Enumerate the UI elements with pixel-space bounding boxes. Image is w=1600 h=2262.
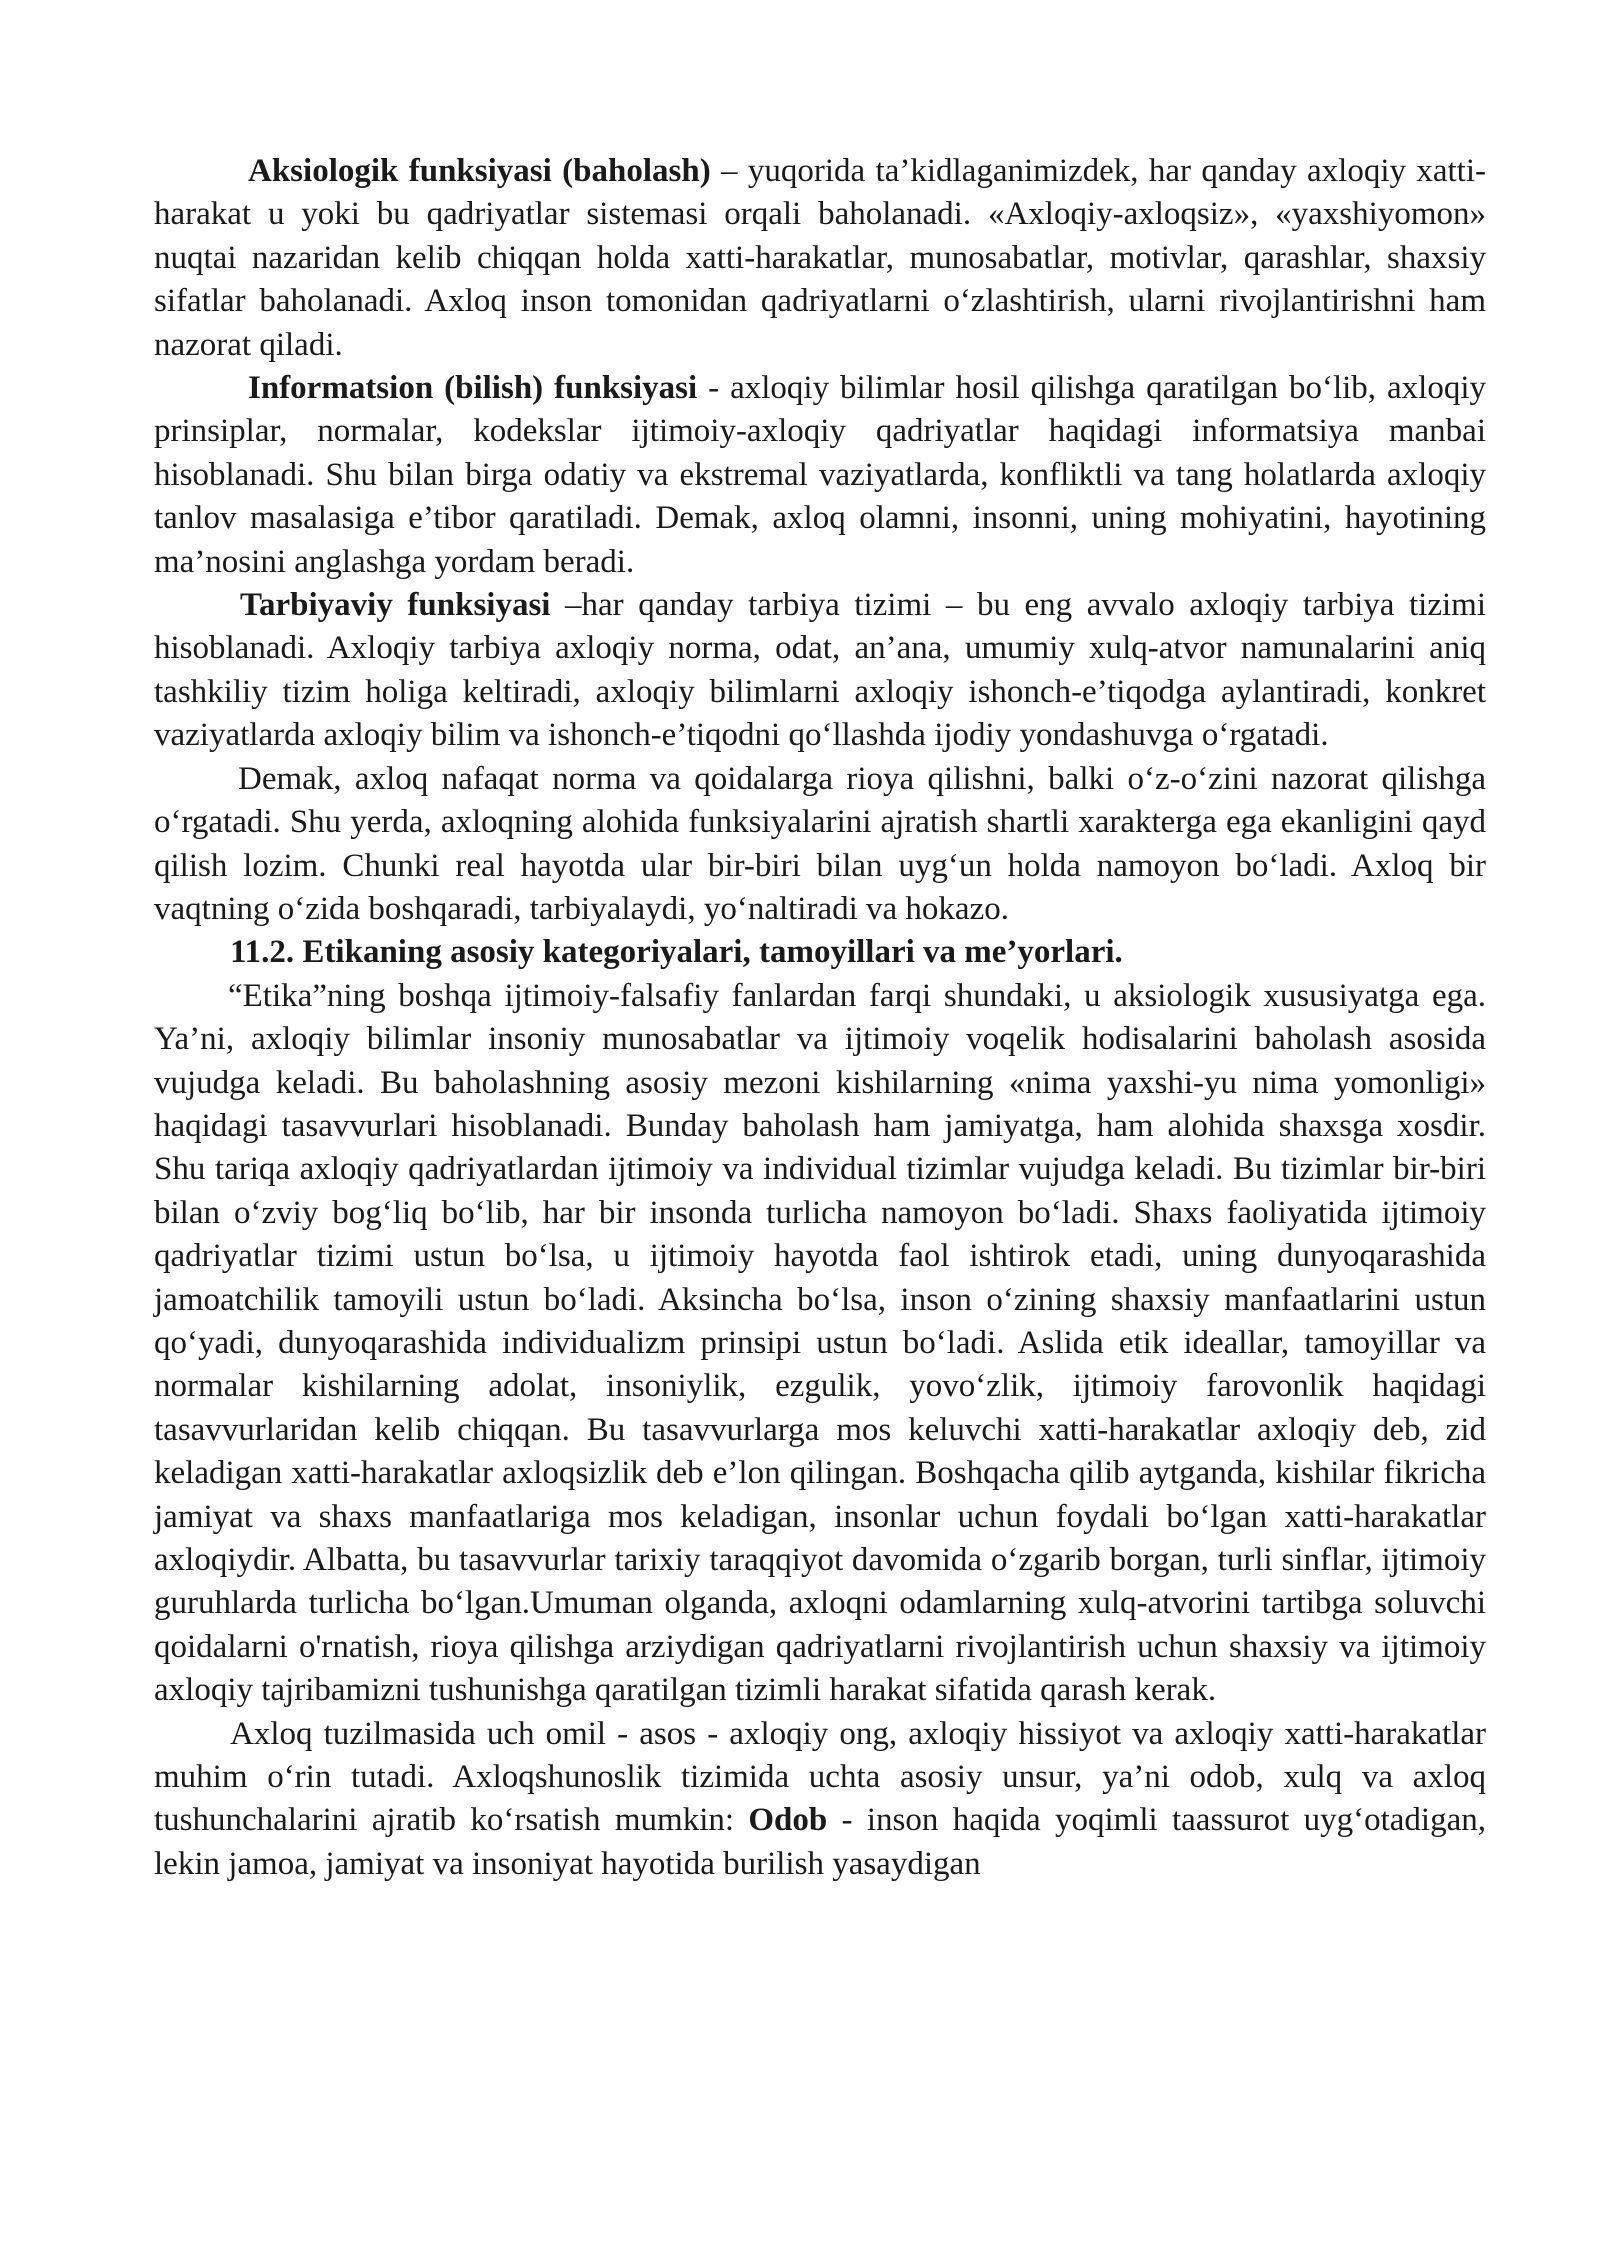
document-page — [154, 150, 1486, 1886]
paragraph-text: – yuqorida ta’kidlaganimizdek, har qanday axloqiy xatti-harakat u yoki bu qadriyatlar sistemasi orqali baholanadi. «Axloqiy-axloqsiz», «yaxshiyomon» nuqtai nazaridan kelib chiqqan holda xatti-harakatlar, munosabatlar, motivlar, qarashlar, shaxsiy sifatlar baholanadi. Axloq inson tomonidan qadriyatlarni o‘zlashtirish, ularni rivojlantirishni ham nazorat qiladi. — [154, 153, 1486, 363]
term-tarbiyaviy: Tarbiyaviy funksiyasi — [240, 587, 551, 624]
paragraph-text: –har qanday tarbiya tizimi – bu eng avvalo axloqiy tarbiya tizimi hisoblanadi. Axloqiy tarbiya axloqiy norma, odat, an’ana, umumiy xulq-atvor namunalarini aniq tashkiliy tizim holiga keltiradi, axloqiy bilimlarni axloqiy ishonch-e’tiqodga aylantiradi, konkret vaziyatlarda axloqiy bilim va ishonch-e’tiqodni qo‘llashda ijodiy yondashuvga o‘rgatadi. — [154, 587, 1486, 754]
paragraph-text: “Etika”ning boshqa ijtimoiy-falsafiy fanlardan farqi shundaki, u aksiologik xususiyatga ega. Ya’ni, axloqiy bilimlar insoniy munosabatlar va ijtimoiy voqelik hodisalarini baholash asosida vujudga keladi. Bu baholashning asosiy mezoni kishilarning «nima yaxshi-yu nima yomonligi» haqidagi tasavvurlari hisoblanadi. Bunday baholash ham jamiyatga, ham alohida shaxsga xosdir. Shu tariqa axloqiy qadriyatlardan ijtimoiy va individual tizimlar vujudga keladi. Bu tizimlar bir-biri bilan o‘zviy bog‘liq bo‘lib, har bir insonda turlicha namoyon bo‘ladi. Shaxs faoliyatida ijtimoiy qadriyatlar tizimi ustun bo‘lsa, u ijtimoiy hayotda faol ishtirok etadi, uning dunyoqarashida jamoatchilik tamoyili ustun bo‘ladi. Aksincha bo‘lsa, inson o‘zining shaxsiy manfaatlarini ustun qo‘yadi, dunyoqarashida individualizm prinsipi ustun bo‘ladi. Aslida etik ideallar, tamoyillar va normalar kishilarning adolat, insoniylik, ezgulik, yovo‘zlik, ijtimoiy farovonlik haqidagi tasavvurlaridan kelib chiqqan. Bu tasavvurlarga mos keluvchi xatti-harakatlar axloqiy deb, zid keladigan xatti-harakatlar axloqsizlik deb e’lon qilingan. Boshqacha qilib aytganda, kishilar fikricha jamiyat va shaxs manfaatlariga mos keladigan, insonlar uchun foydali bo‘lgan xatti-harakatlar axloqiydir. Albatta, bu tasavvurlar tarixiy taraqqiyot davomida o‘zgarib borgan, turli sinflar, ijtimoiy guruhlarda turlicha bo‘lgan.Umuman olganda, axloqni odamlarning xulq-atvorini tartibga soluvchi qoidalarni o'rnatish, rioya qilishga arziydigan qadriyatlarni rivojlantirish uchun shaxsiy va ijtimoiy axloqiy tajribamizni tushunishga qaratilgan tizimli harakat sifatida qarash kerak. — [154, 977, 1486, 1709]
paragraph-aksiologik — [154, 150, 1486, 367]
paragraph-tarbiyaviy — [154, 584, 1486, 758]
paragraph-text: Demak, axloq nafaqat norma va qoidalarga rioya qilishni, balki o‘z-o‘zini nazorat qilishga o‘rgatadi. Shu yerda, axloqning alohida funksiyalarini ajratish shartli xarakterga ega ekanligini qayd qilish lozim. Chunki real hayotda ular bir-biri bilan uyg‘un holda namoyon bo‘ladi. Axloq bir vaqtning o‘zida boshqaradi, tarbiyalaydi, yo‘naltiradi va hokazo. — [154, 760, 1486, 927]
paragraph-text: - axloqiy bilimlar hosil qilishga qaratilgan bo‘lib, axloqiy prinsiplar, normalar, kodekslar ijtimoiy-axloqiy qadriyatlar haqidagi informatsiya manbai hisoblanadi. Shu bilan birga odatiy va ekstremal vaziyatlarda, konfliktli va tang holatlarda axloqiy tanlov masalasiga e’tibor qaratiladi. Demak, axloq olamni, insonni, uning mohiyatini, hayotining ma’nosini anglashga yordam beradi. — [154, 370, 1486, 580]
paragraph-demak — [154, 758, 1486, 932]
term-odob: Odob — [748, 1802, 828, 1839]
paragraph-axloq-tuzilmasi — [154, 1713, 1486, 1887]
term-aksiologik: Aksiologik funksiyasi (baholash) — [248, 153, 711, 189]
term-informatsion: Informatsion (bilish) funksiyasi — [248, 370, 698, 407]
paragraph-etika — [154, 975, 1486, 1713]
paragraph-text-continued: - inson haqida yoqimli taassurot uyg‘otadigan, lekin jamoa, jamiyat va insoniyat hayotida burilish yasaydigan — [154, 1802, 1486, 1882]
paragraph-informatsion — [154, 367, 1486, 584]
section-heading: 11.2. Etikaning asosiy kategoriyalari, tamoyillari va me’yorlari. — [230, 934, 1123, 971]
paragraph-text: Axloq tuzilmasida uch omil - asos - axloqiy ong, axloqiy hissiyot va axloqiy xatti-harakatlar muhim o‘rin tutadi. Axloqshunoslik tizimida uchta asosiy unsur, ya’ni odob, xulq va axloq tushunchalarini ajratib ko‘rsatish mumkin: — [154, 1715, 1486, 1839]
